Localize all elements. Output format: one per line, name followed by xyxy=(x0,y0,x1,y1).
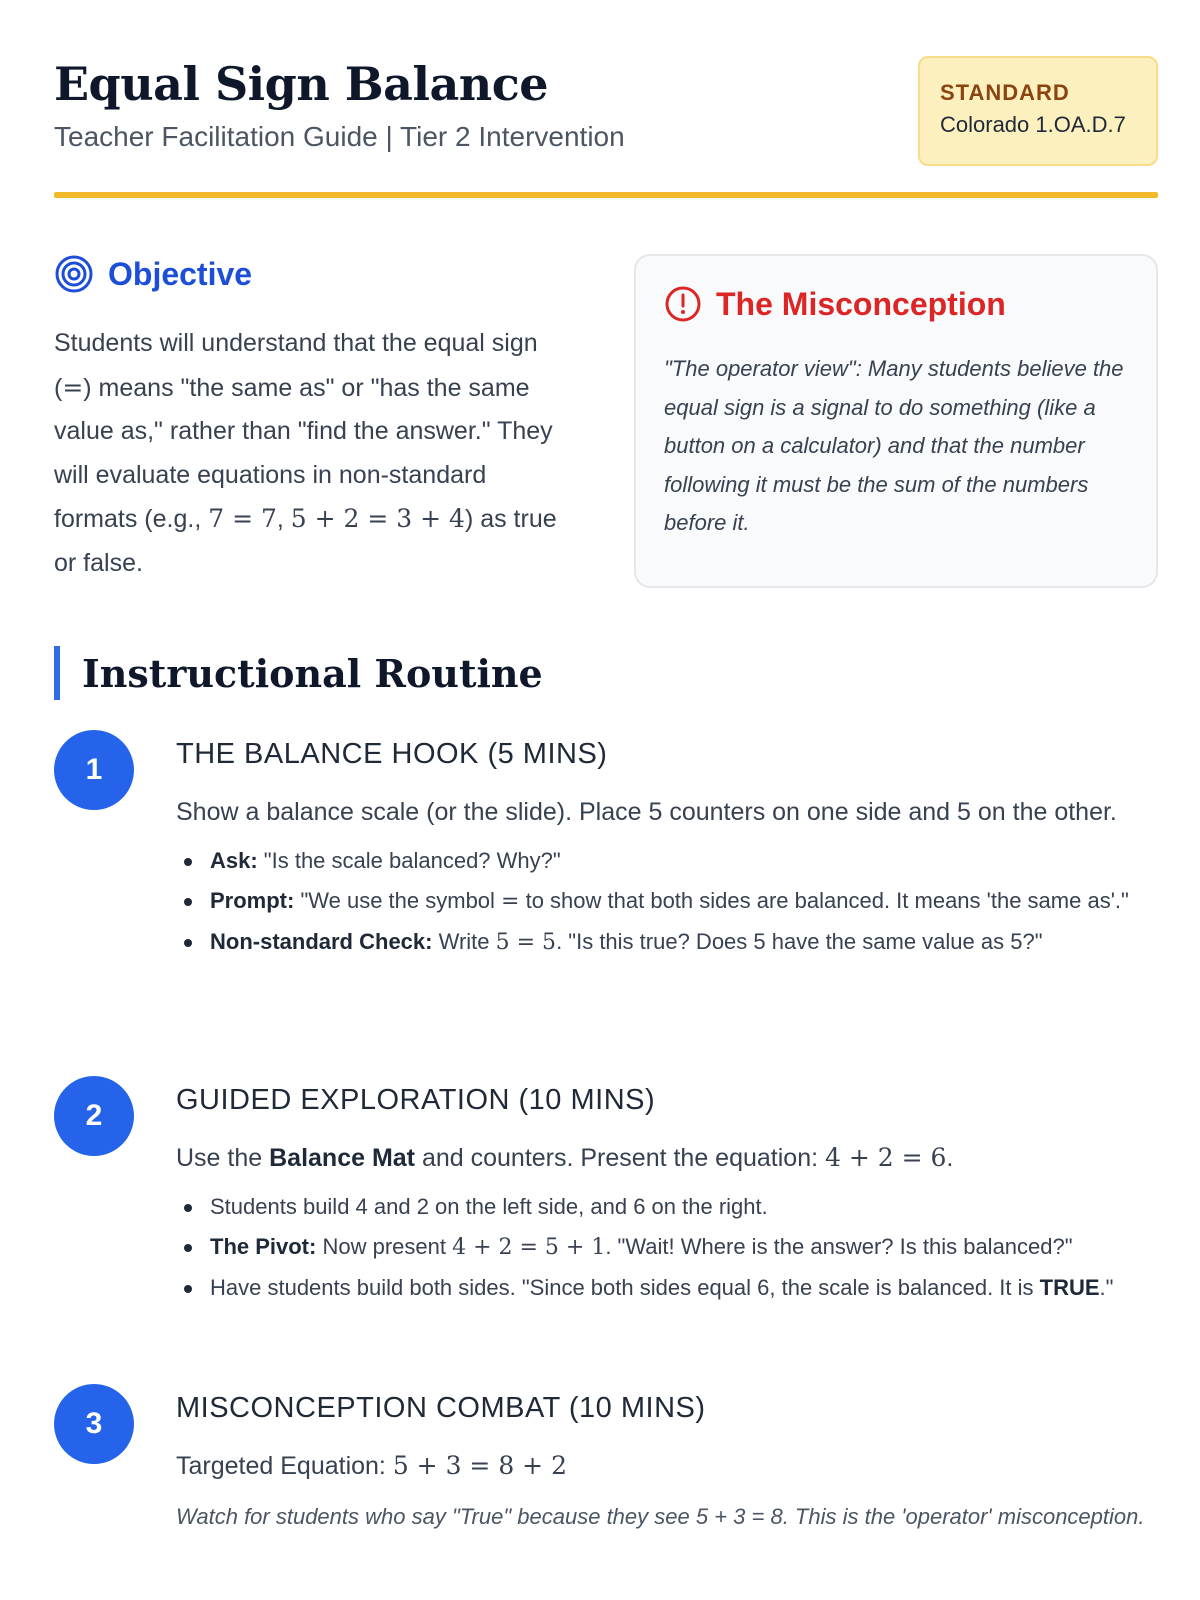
step-body xyxy=(176,1390,1158,1533)
step-title: GUIDED EXPLORATION (10 MINS) xyxy=(176,1084,656,1116)
bullet-text: Have students build both sides. "Since both sides equal 6, the scale is balanced. It is xyxy=(210,1275,1040,1300)
step-bullet-list xyxy=(176,1190,1158,1304)
lesson-guide-page xyxy=(54,0,1158,1600)
bullet-text: "We use the symbol xyxy=(294,888,502,913)
step-description-part: and counters. Present the equation: xyxy=(415,1144,825,1172)
bullet-text: . "Wait! Where is the answer? Is this balanced?" xyxy=(605,1234,1073,1259)
standard-badge xyxy=(918,56,1158,166)
bullet-text: . "Is this true? Does 5 have the same value as 5?" xyxy=(556,929,1043,954)
step-description-bold: Balance Mat xyxy=(269,1144,415,1172)
page-subtitle: Teacher Facilitation Guide | Tier 2 Intervention xyxy=(54,121,625,152)
math-equal-symbol: = xyxy=(62,372,84,402)
math-example: 5 + 2 = 3 + 4 xyxy=(290,504,465,533)
list-item xyxy=(176,884,1158,918)
bullet-text: to show that both sides are balanced. It means 'the same as'." xyxy=(519,888,1129,913)
math-example: 7 = 7 xyxy=(208,504,277,533)
header-divider xyxy=(54,192,1158,198)
step-description-part: . xyxy=(946,1144,954,1172)
list-item xyxy=(176,1190,1158,1223)
step-body xyxy=(176,736,1158,966)
objective-section xyxy=(54,254,574,585)
standard-value: Colorado 1.OA.D.7 xyxy=(940,112,1126,137)
bullet-bold: TRUE xyxy=(1039,1275,1100,1300)
math-expression: 5 = 5 xyxy=(495,930,557,955)
bullet-text: "Is the scale balanced? Why?" xyxy=(257,848,561,873)
bullet-text: Students build 4 and 2 on the left side, and 6 on the right. xyxy=(210,1194,768,1219)
list-item xyxy=(176,1271,1158,1304)
bullet-label: The Pivot: xyxy=(210,1234,317,1259)
bullet-text: Write xyxy=(432,929,496,954)
step-note: Watch for students who say "True" because they see 5 + 3 = 8. This is the 'operator' misconception. xyxy=(176,1504,1145,1529)
misconception-card xyxy=(634,254,1158,588)
math-expression: = xyxy=(501,889,520,914)
step-description xyxy=(176,1138,1158,1178)
standard-label: STANDARD xyxy=(940,80,1070,105)
alert-circle-icon xyxy=(664,285,702,323)
step-body xyxy=(176,1082,1158,1311)
section-accent-bar xyxy=(54,646,60,700)
routine-title: Instructional Routine xyxy=(82,650,543,696)
step-title: MISCONCEPTION COMBAT (10 MINS) xyxy=(176,1392,706,1424)
step-description xyxy=(176,1446,1158,1486)
page-title: Equal Sign Balance xyxy=(54,57,548,111)
math-expression: 4 + 2 = 6 xyxy=(825,1143,947,1172)
misconception-heading xyxy=(664,284,1128,324)
bullet-label: Prompt: xyxy=(210,888,295,913)
objective-text-part: Students will understand that the equal sign ( xyxy=(54,329,538,402)
step-number-badge: 1 xyxy=(54,730,134,810)
list-item xyxy=(176,1230,1158,1264)
misconception-title: The Misconception xyxy=(716,285,1006,322)
objective-text-part: ) as true or false. xyxy=(54,505,557,577)
routine-heading xyxy=(54,646,543,700)
bullet-text: ." xyxy=(1099,1275,1114,1300)
step-bullet-list xyxy=(176,844,1158,959)
header xyxy=(54,56,1158,196)
step-title: THE BALANCE HOOK (5 MINS) xyxy=(176,738,608,770)
objective-text-part: , xyxy=(276,505,291,533)
step-description-part: Use the xyxy=(176,1144,270,1172)
objective-text xyxy=(54,322,574,585)
objective-title: Objective xyxy=(108,255,253,292)
bullet-label: Ask: xyxy=(210,848,258,873)
bullet-text: Now present xyxy=(316,1234,453,1259)
step-number-badge: 2 xyxy=(54,1076,134,1156)
step-description-part: Targeted Equation: xyxy=(176,1452,393,1480)
objective-heading xyxy=(54,254,574,294)
math-expression: 5 + 3 = 8 + 2 xyxy=(392,1451,567,1480)
target-icon xyxy=(54,254,94,294)
step-number-badge: 3 xyxy=(54,1384,134,1464)
list-item xyxy=(176,925,1158,959)
bullet-label: Non-standard Check: xyxy=(210,929,433,954)
misconception-text: "The operator view": Many students believe the equal sign is a signal to do something (like a button on a calculator) and that the number following it must be the sum of the numbers before it. xyxy=(664,356,1124,535)
objective-text-part: ) means "the same as" or "has the same value as," rather than "find the answer." They will evaluate equations in non-standard formats (e.g., xyxy=(54,373,553,533)
list-item xyxy=(176,844,1158,877)
step-description: Show a balance scale (or the slide). Place 5 counters on one side and 5 on the other. xyxy=(176,798,1117,826)
math-expression: 4 + 2 = 5 + 1 xyxy=(452,1235,606,1260)
